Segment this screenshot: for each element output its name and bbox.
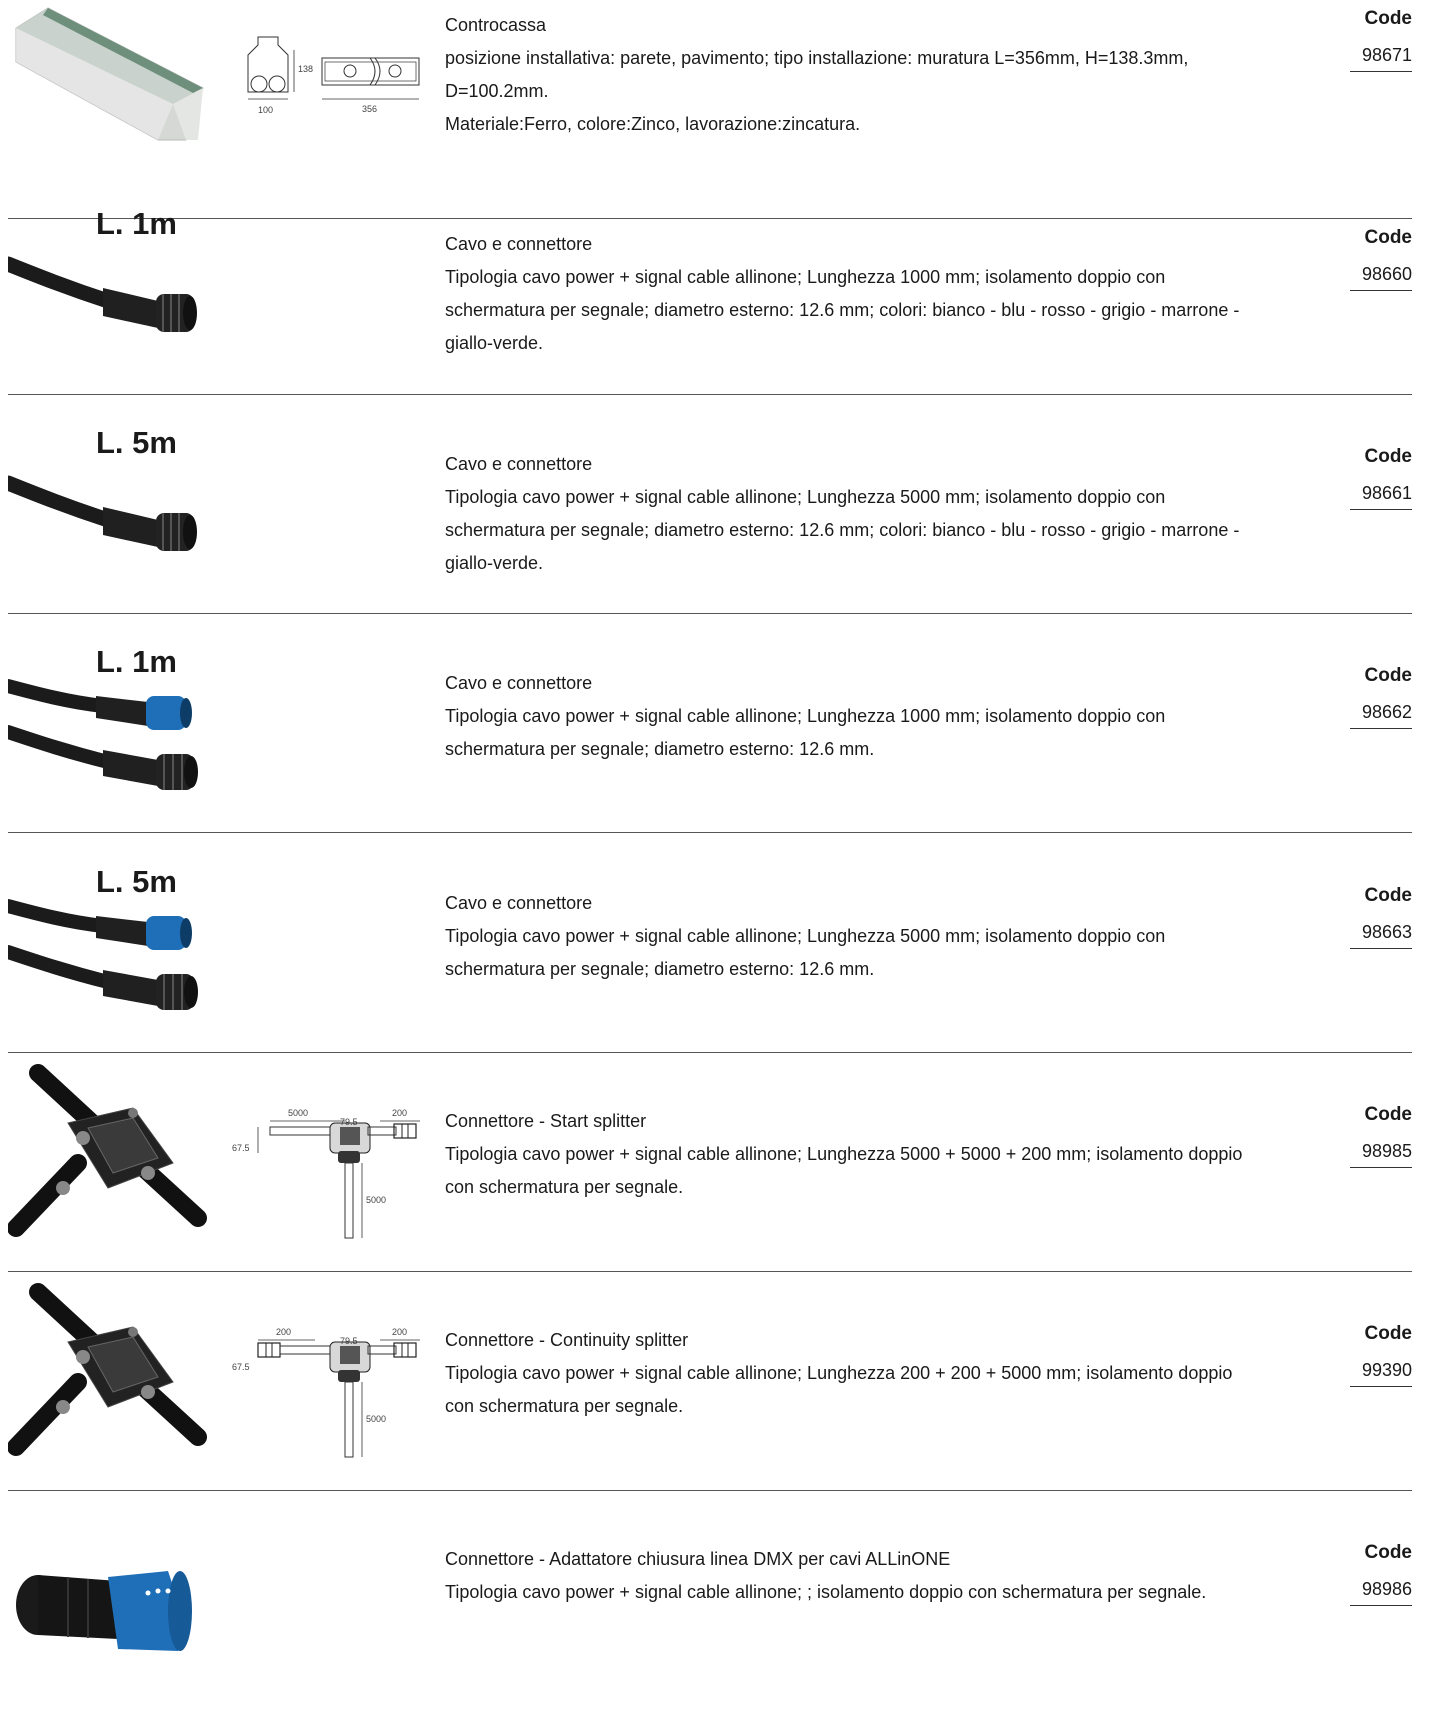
drawing-label: 5000	[366, 1414, 387, 1424]
product-row	[8, 1053, 1412, 1272]
drawing-label: 356	[362, 104, 378, 114]
product-detail-line: D=100.2mm.	[445, 81, 549, 101]
product-detail-line: schermatura per segnale; diametro esterno: 12.6 mm; colori: bianco - blu - rosso - grigio - marrone -	[445, 520, 1240, 540]
code-header: Code	[1364, 1104, 1412, 1125]
product-row	[8, 1491, 1412, 1710]
technical-drawing-continuity-splitter	[230, 1272, 430, 1482]
product-description	[445, 887, 1295, 986]
product-title: Cavo e connettore	[445, 454, 593, 474]
product-code-block	[1350, 1541, 1412, 1606]
product-detail-line: schermatura per segnale; diametro esterno: 12.6 mm; colori: bianco - blu - rosso - grigio - marrone -	[445, 300, 1240, 320]
product-detail-line: con schermatura per segnale.	[445, 1396, 684, 1416]
product-detail-line: schermatura per segnale; diametro esterno: 12.6 mm.	[445, 739, 875, 759]
product-code: 99390	[1350, 1358, 1412, 1387]
product-code-block	[1350, 7, 1412, 72]
product-detail-line: giallo-verde.	[445, 553, 544, 573]
product-code: 98661	[1350, 481, 1412, 510]
product-detail-line: con schermatura per segnale.	[445, 1177, 684, 1197]
product-code: 98985	[1350, 1139, 1412, 1168]
product-image-dmx-terminator	[8, 1491, 213, 1701]
drawing-label: 138	[298, 64, 314, 74]
code-header: Code	[1364, 885, 1412, 906]
product-detail-line: Tipologia cavo power + signal cable allinone; ; isolamento doppio con schermatura per segnale.	[445, 1582, 1207, 1602]
product-detail-line: Tipologia cavo power + signal cable allinone; Lunghezza 5000 mm; isolamento doppio con	[445, 487, 1166, 507]
product-description	[445, 1543, 1295, 1609]
product-detail-line: Tipologia cavo power + signal cable allinone; Lunghezza 1000 mm; isolamento doppio con	[445, 267, 1166, 287]
product-title: Cavo e connettore	[445, 673, 593, 693]
technical-drawing-start-splitter	[230, 1053, 430, 1263]
drawing-label: 100	[258, 105, 274, 115]
drawing-label: 200	[392, 1327, 408, 1337]
product-row	[8, 834, 1412, 1053]
product-image-t-splitter	[8, 1053, 213, 1263]
cable-length-label: L. 1m	[96, 206, 177, 241]
product-detail-line: Materiale:Ferro, colore:Zinco, lavorazione:zincatura.	[445, 114, 861, 134]
code-header: Code	[1364, 8, 1412, 29]
code-header: Code	[1364, 227, 1412, 248]
product-description	[445, 667, 1295, 766]
product-description	[445, 1324, 1295, 1423]
product-detail-line: Tipologia cavo power + signal cable allinone; Lunghezza 5000 mm; isolamento doppio con	[445, 926, 1166, 946]
product-detail-line: schermatura per segnale; diametro esterno: 12.6 mm.	[445, 959, 875, 979]
product-code: 98660	[1350, 262, 1412, 291]
drawing-label: 5000	[366, 1195, 387, 1205]
product-description	[445, 228, 1295, 360]
product-row	[8, 176, 1412, 395]
product-code: 98986	[1350, 1577, 1412, 1606]
code-header: Code	[1364, 446, 1412, 467]
product-title: Cavo e connettore	[445, 893, 593, 913]
drawing-label: 67.5	[232, 1143, 250, 1153]
product-detail-line: Tipologia cavo power + signal cable allinone; Lunghezza 5000 + 5000 + 200 mm; isolamento doppio	[445, 1144, 1243, 1164]
product-code-block	[1350, 226, 1412, 291]
code-header: Code	[1364, 1323, 1412, 1344]
code-header: Code	[1364, 1542, 1412, 1563]
product-code: 98662	[1350, 700, 1412, 729]
product-detail-line: giallo-verde.	[445, 333, 544, 353]
cable-length-label: L. 5m	[96, 864, 177, 899]
drawing-label: 200	[276, 1327, 292, 1337]
drawing-label: 79.5	[340, 1336, 358, 1346]
product-description	[445, 9, 1295, 141]
product-code: 98671	[1350, 43, 1412, 72]
product-detail-line: posizione installativa: parete, pavimento; tipo installazione: muratura L=356mm, H=138.3mm,	[445, 48, 1189, 68]
product-image-t-splitter	[8, 1272, 213, 1482]
product-code-block	[1350, 1322, 1412, 1387]
code-header: Code	[1364, 665, 1412, 686]
product-description	[445, 448, 1295, 580]
product-code-block	[1350, 884, 1412, 949]
product-code-block	[1350, 445, 1412, 510]
product-row	[8, 395, 1412, 614]
product-title: Connettore - Adattatore chiusura linea DMX per cavi ALLinONE	[445, 1549, 951, 1569]
product-detail-line: Tipologia cavo power + signal cable allinone; Lunghezza 1000 mm; isolamento doppio con	[445, 706, 1166, 726]
product-title: Controcassa	[445, 15, 547, 35]
product-row	[8, 1272, 1412, 1491]
product-code-block	[1350, 1103, 1412, 1168]
product-title: Connettore - Continuity splitter	[445, 1330, 689, 1350]
product-description	[445, 1105, 1295, 1204]
product-detail-line: Tipologia cavo power + signal cable allinone; Lunghezza 200 + 200 + 5000 mm; isolamento doppio	[445, 1363, 1233, 1383]
product-code-block	[1350, 664, 1412, 729]
drawing-label: 5000	[288, 1108, 309, 1118]
drawing-label: 79.5	[340, 1117, 358, 1127]
product-row	[8, 614, 1412, 833]
drawing-label: 67.5	[232, 1362, 250, 1372]
product-code: 98663	[1350, 920, 1412, 949]
product-title: Cavo e connettore	[445, 234, 593, 254]
cable-length-label: L. 1m	[96, 644, 177, 679]
drawing-label: 200	[392, 1108, 408, 1118]
cable-length-label: L. 5m	[96, 425, 177, 460]
product-title: Connettore - Start splitter	[445, 1111, 647, 1131]
